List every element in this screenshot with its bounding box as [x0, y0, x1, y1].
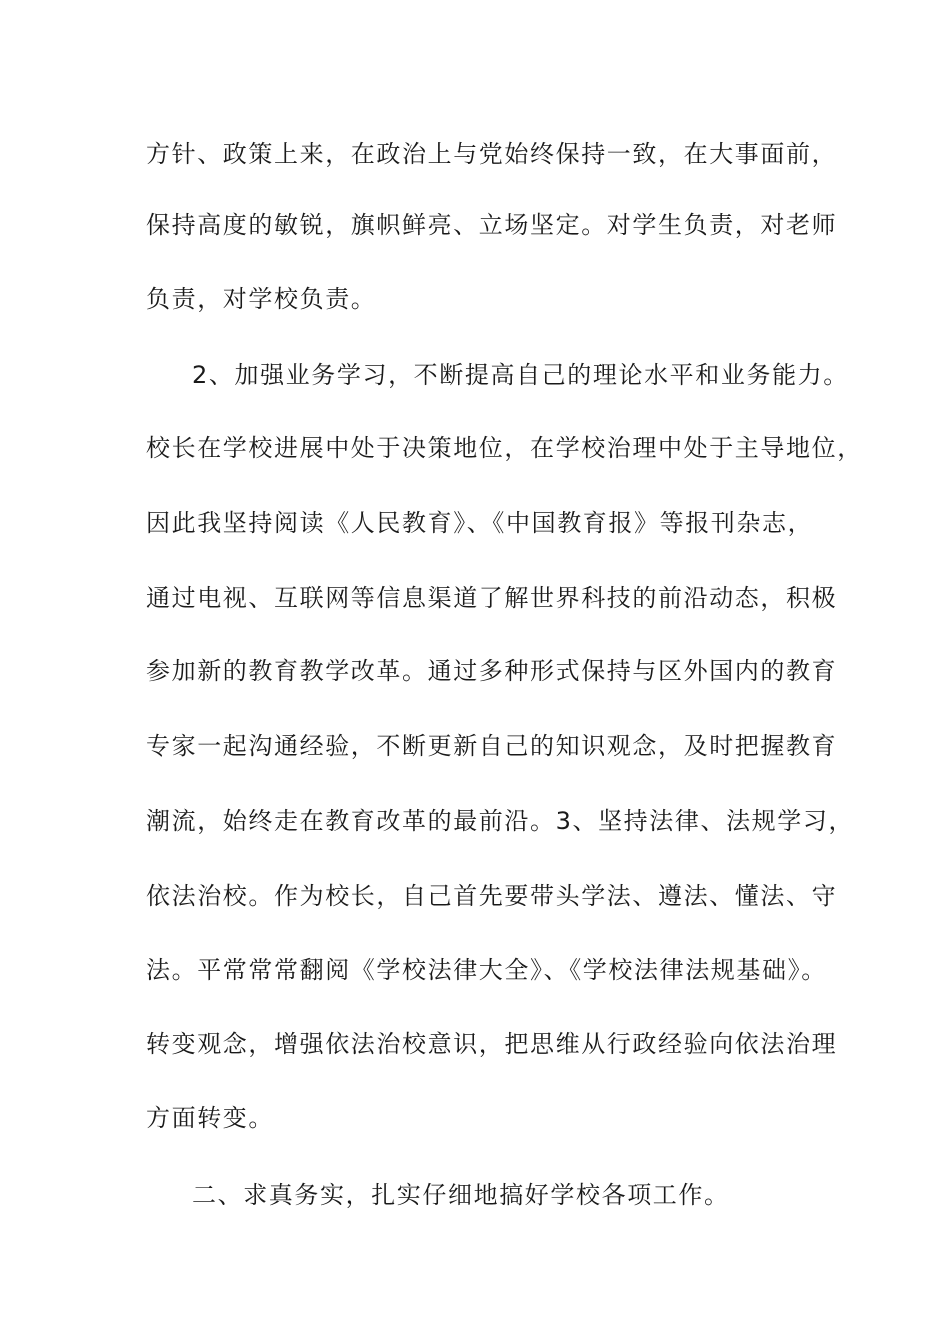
text-line-7: 通过电视、互联网等信息渠道了解世界科技的前沿动态，积极	[146, 584, 838, 612]
paragraph-2-heading: 2、加强业务学习，不断提高自己的理论水平和业务能力。	[192, 361, 849, 389]
text-line-8: 参加新的教育教学改革。通过多种形式保持与区外国内的教育	[146, 657, 838, 685]
text-line-5: 校长在学校进展中处于决策地位，在学校治理中处于主导地位，	[146, 434, 863, 462]
text-line-13: 转变观念，增强依法治校意识，把思维从行政经验向依法治理	[146, 1030, 838, 1058]
text-line-6: 因此我坚持阅读《人民教育》、《中国教育报》等报刊杂志，	[146, 509, 814, 537]
section-heading-2: 二、求真务实，扎实仔细地搞好学校各项工作。	[192, 1181, 730, 1209]
text-line-12: 法。平常常常翻阅《学校法律大全》、《学校法律法规基础》。	[146, 956, 827, 984]
text-line-14: 方面转变。	[146, 1104, 274, 1132]
text-line-2: 保持高度的敏锐，旗帜鲜亮、立场坚定。对学生负责，对老师	[146, 211, 838, 239]
text-line-10: 潮流，始终走在教育改革的最前沿。3、坚持法律、法规学习，	[146, 807, 855, 835]
text-line-1: 方针、政策上来，在政治上与党始终保持一致，在大事面前，	[146, 140, 838, 168]
text-line-9: 专家一起沟通经验，不断更新自己的知识观念，及时把握教育	[146, 732, 838, 760]
text-line-11: 依法治校。作为校长，自己首先要带头学法、遵法、懂法、守	[146, 882, 838, 910]
text-line-3: 负责，对学校负责。	[146, 285, 377, 313]
